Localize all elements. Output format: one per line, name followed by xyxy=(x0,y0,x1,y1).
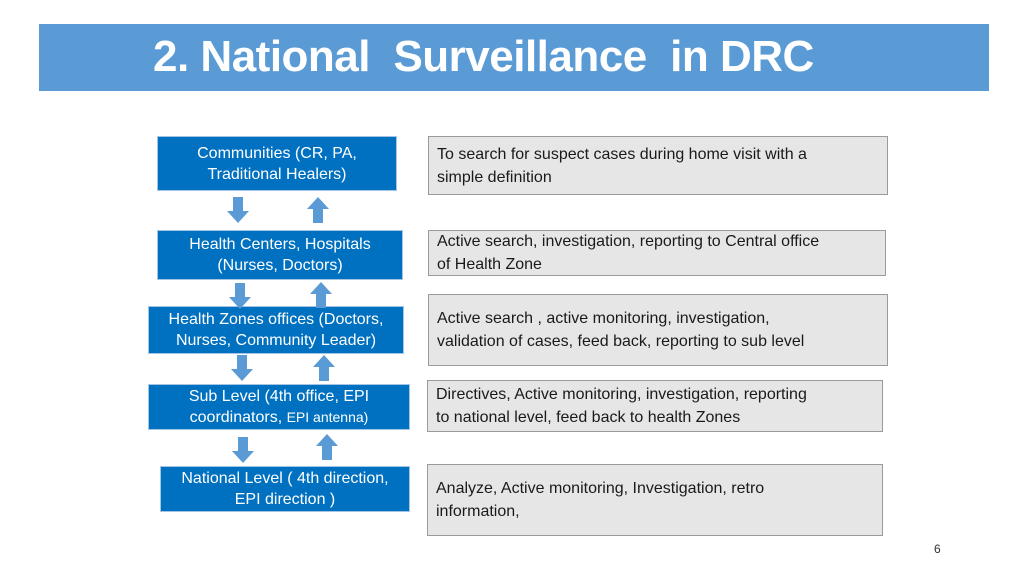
title-bar xyxy=(39,24,989,91)
arrow-down-icon xyxy=(229,283,251,309)
arrow-up-icon xyxy=(316,434,338,460)
arrow-up-icon xyxy=(310,282,332,308)
level-line: EPI direction ) xyxy=(234,491,336,508)
level-line: Traditional Healers) xyxy=(207,165,347,183)
arrow-down-icon xyxy=(231,355,253,381)
arrow-down-icon xyxy=(227,197,249,223)
level-national xyxy=(160,466,410,512)
level-line-small: EPI antenna) xyxy=(286,409,369,425)
level-line: Nurses, Community Leader) xyxy=(175,332,377,349)
arrow-up-icon xyxy=(313,355,335,381)
level-communities xyxy=(157,136,397,191)
level-line: Sub Level (4th office, EPI xyxy=(188,388,370,405)
description-health-centers xyxy=(428,230,886,276)
level-line: Health Zones offices (Doctors, xyxy=(168,311,384,328)
level-line: Communities (CR, PA, xyxy=(197,144,357,162)
description-line: To search for suspect cases during home visit with a xyxy=(437,145,807,163)
description-line: validation of cases, feed back, reporting to sub level xyxy=(437,333,805,350)
page-number: 6 xyxy=(934,542,941,556)
arrow-up-icon xyxy=(307,197,329,223)
description-line: information, xyxy=(436,503,520,520)
description-line: Directives, Active monitoring, investigation, reporting xyxy=(436,386,807,403)
level-line: Health Centers, Hospitals xyxy=(189,236,371,253)
description-national xyxy=(427,464,883,536)
level-line: (Nurses, Doctors) xyxy=(217,257,343,274)
description-line: to national level, feed back to health Zones xyxy=(436,409,741,426)
description-line: Active search, investigation, reporting to Central office xyxy=(437,233,820,250)
description-sub-level xyxy=(427,380,883,432)
description-line: simple definition xyxy=(437,168,552,186)
page-title: 2. National Surveillance in DRC xyxy=(153,32,814,81)
level-health-zones xyxy=(148,306,404,354)
description-line: Analyze, Active monitoring, Investigation, retro xyxy=(436,480,765,497)
description-health-zones xyxy=(428,294,888,366)
arrow-down-icon xyxy=(232,437,254,463)
description-line: Active search , active monitoring, investigation, xyxy=(437,310,770,327)
level-line: coordinators, xyxy=(189,409,287,426)
level-sub-level xyxy=(148,384,410,430)
description-line: of Health Zone xyxy=(437,256,542,273)
level-health-centers xyxy=(157,230,403,280)
description-communities xyxy=(428,136,888,195)
level-line: National Level ( 4th direction, xyxy=(181,470,389,487)
